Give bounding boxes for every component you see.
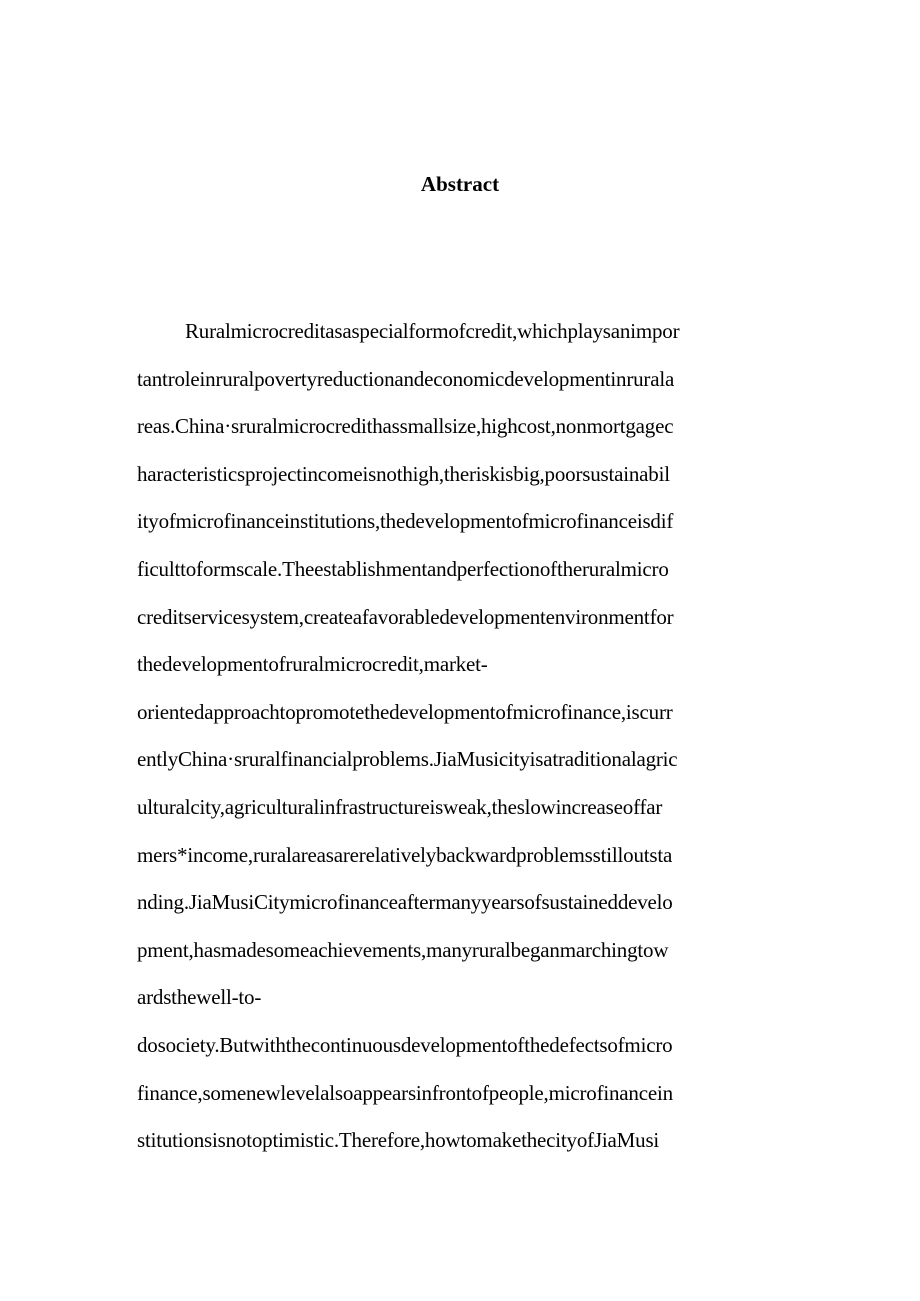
paragraph-line: finance,somenewlevelalsoappearsinfrontofpeople,microfinancein <box>137 1080 673 1105</box>
paragraph-line: mers*income,ruralareasarerelativelybackwardproblemsstilloutsta <box>137 842 673 867</box>
paragraph-line: stitutionsisnotoptimistic.Therefore,howtomakethecityofJiaMusi <box>137 1128 660 1153</box>
paragraph-line: orientedapproachtopromotethedevelopmentofmicrofinance,iscurr <box>137 699 673 724</box>
paragraph-line: ardsthewell-to- <box>137 985 262 1010</box>
paragraph-line: reas.China·sruralmicrocredithassmallsize,highcost,nonmortgagec <box>137 414 674 439</box>
paragraph-line: thedevelopmentofruralmicrocredit,market- <box>137 652 488 677</box>
paragraph-line: tantroleinruralpovertyreductionandeconomicdevelopmentinrurala <box>137 366 675 391</box>
paragraph-line: dosociety.Butwiththecontinuousdevelopmentofthedefectsofmicro <box>137 1032 673 1057</box>
paragraph-line: nding.JiaMusiCitymicrofinanceaftermanyyearsofsustaineddevelo <box>137 890 673 915</box>
page-title: Abstract <box>420 172 500 196</box>
paragraph-line: pment,hasmadesomeachievements,manyruralbeganmarchingtow <box>137 937 669 962</box>
paragraph-line: haracteristicsprojectincomeisnothigh,theriskisbig,poorsustainabil <box>137 461 670 486</box>
paragraph-line: ficulttoformscale.Theestablishmentandperfectionoftheruralmicro <box>137 556 669 581</box>
abstract-body <box>137 315 797 1172</box>
paragraph-line: ulturalcity,agriculturalinfrastructureisweak,theslowincreaseoffar <box>137 794 663 819</box>
paragraph-line: Ruralmicrocreditasaspecialformofcredit,whichplaysanimpor <box>185 319 680 343</box>
paragraph-line: creditservicesystem,createafavorabledevelopmentenvironmentfor <box>137 604 674 629</box>
paragraph-line: entlyChina·sruralfinancialproblems.JiaMusicityisatraditionalagric <box>137 747 678 772</box>
paragraph-line: ityofmicrofinanceinstitutions,thedevelopmentofmicrofinanceisdif <box>137 509 674 534</box>
